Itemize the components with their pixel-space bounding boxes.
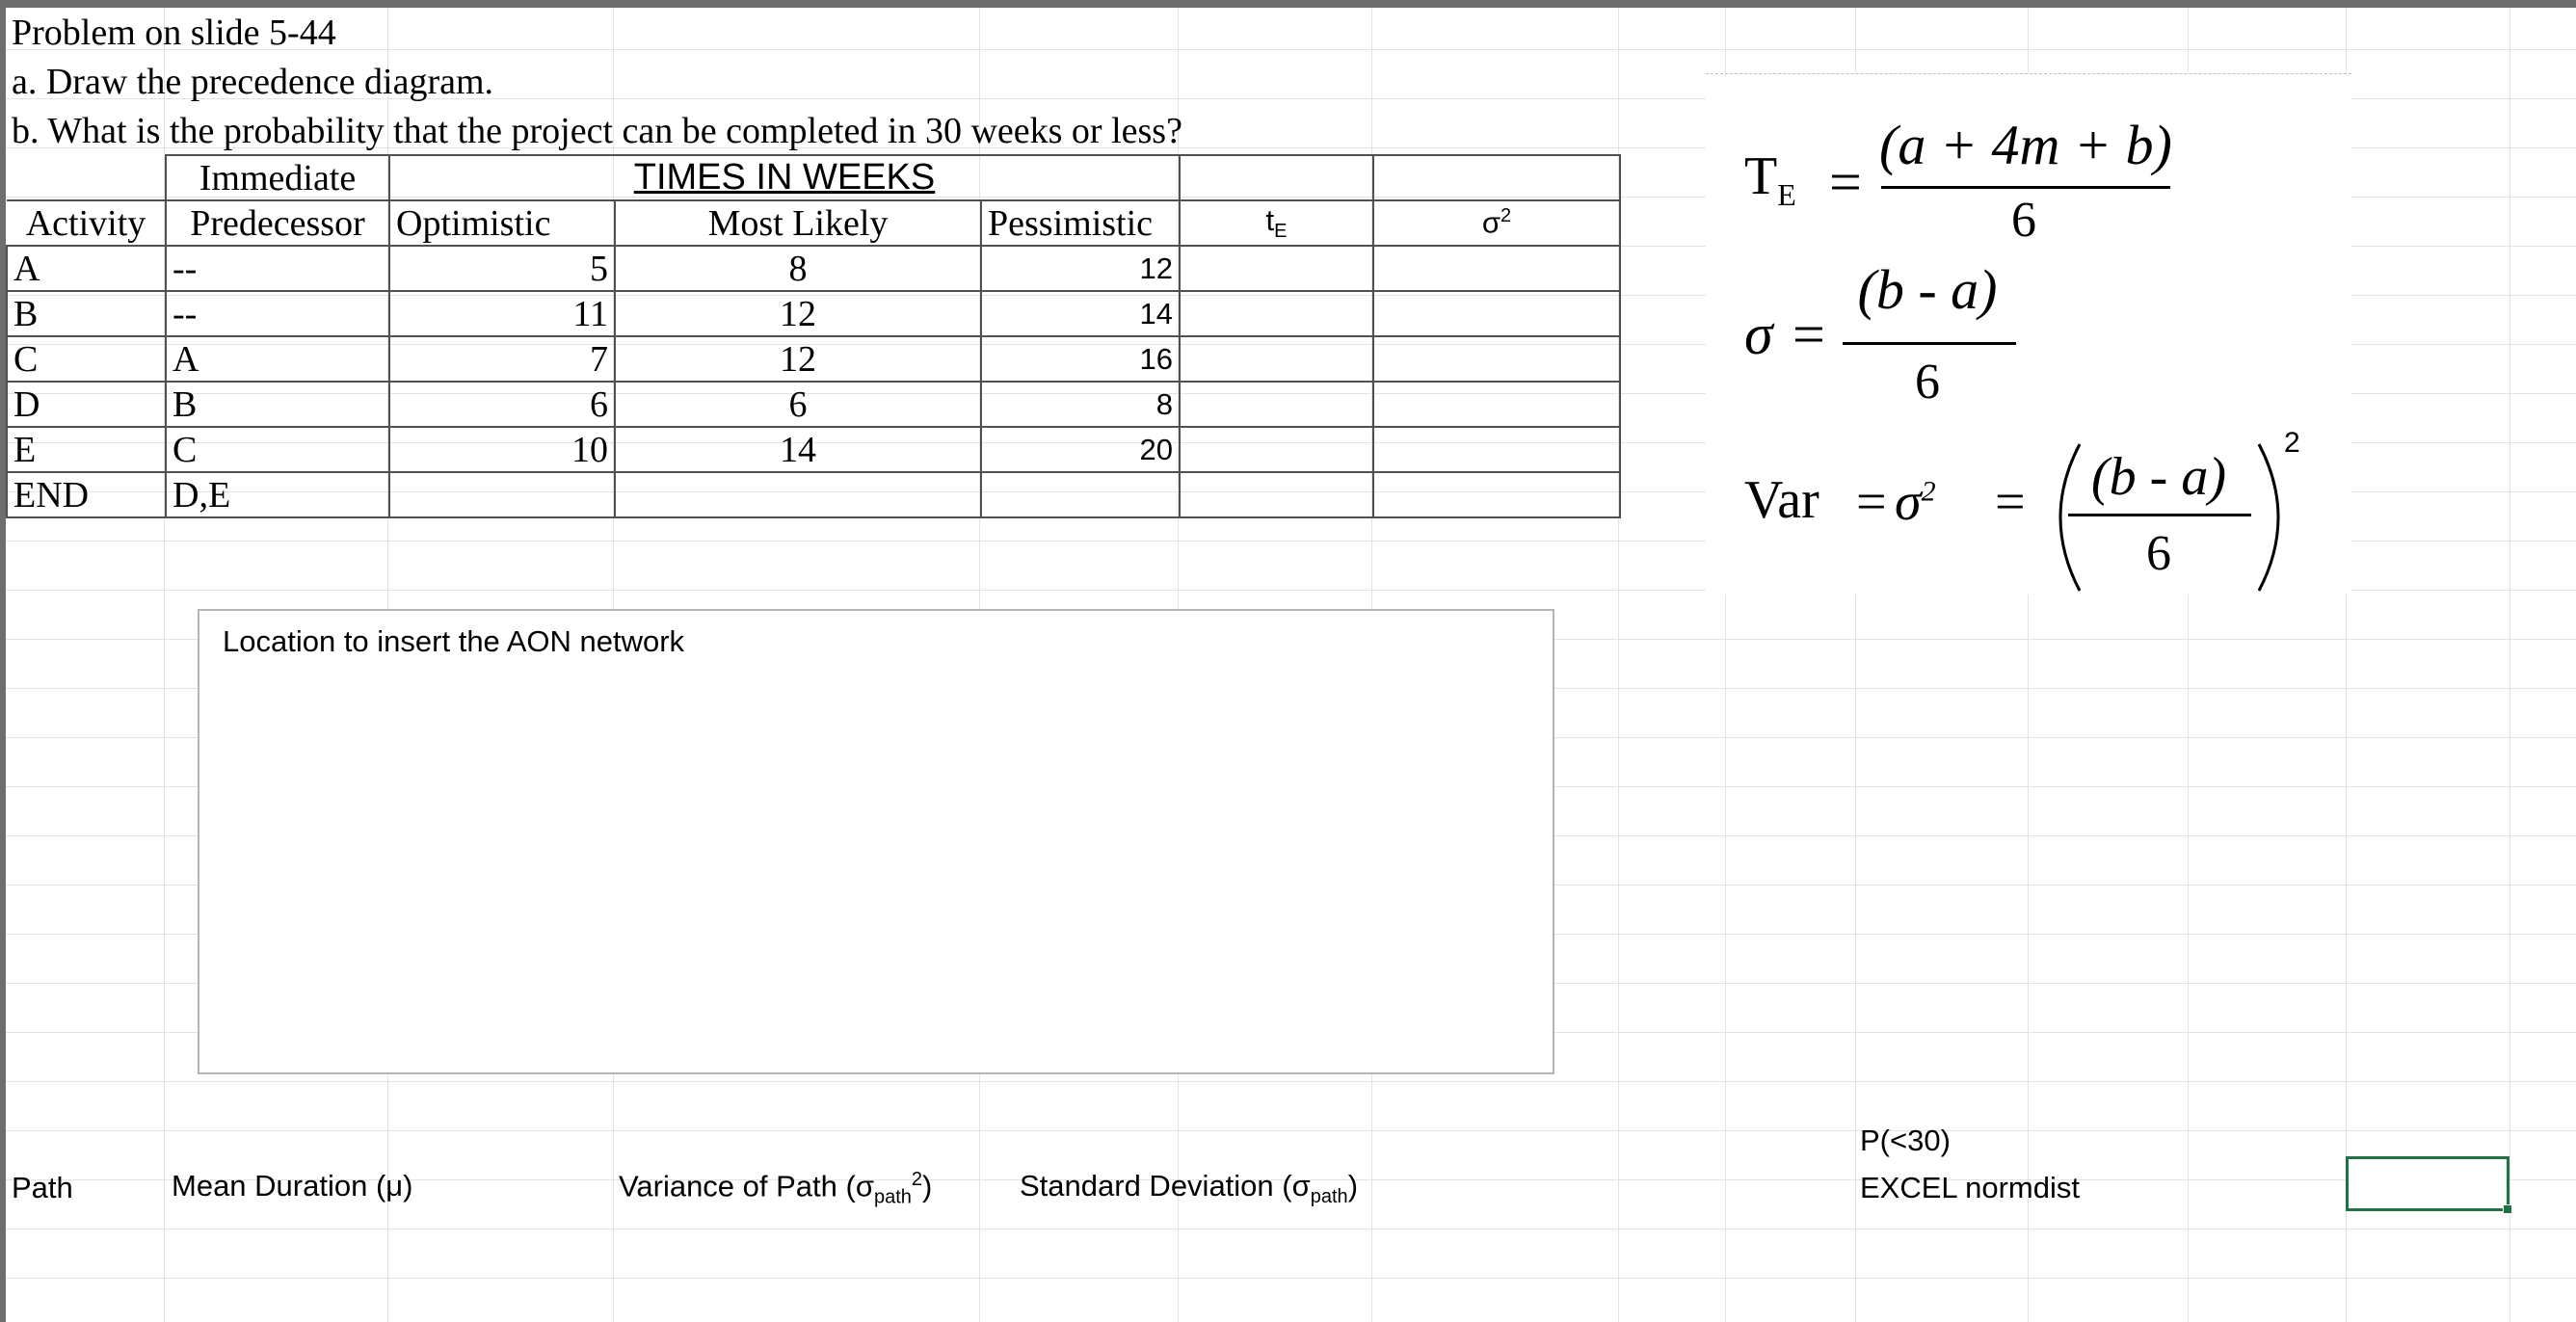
te-symbol: T — [1744, 146, 1778, 206]
fill-handle[interactable] — [2503, 1204, 2512, 1214]
variance-prefix: Variance of Path (σ — [619, 1169, 874, 1203]
problem-part-b[interactable]: b. What is the probability that the project can be completed in 30 weeks or less? — [12, 111, 1182, 151]
activity-cell[interactable]: C — [7, 336, 166, 382]
std-suffix: ) — [1347, 1169, 1359, 1203]
column-header-activity[interactable]: Activity — [7, 200, 166, 246]
predecessor-cell[interactable]: A — [166, 336, 389, 382]
te-cell[interactable] — [1180, 246, 1373, 291]
sigma-fraction-bar — [1843, 342, 2016, 345]
header-times-in-weeks[interactable]: TIMES IN WEEKS — [389, 155, 1180, 200]
activity-cell[interactable]: D — [7, 382, 166, 427]
variance-sub: path — [873, 1186, 912, 1208]
variance-cell[interactable] — [1373, 291, 1620, 336]
most-likely-cell[interactable] — [615, 472, 981, 517]
variance-cell[interactable] — [1373, 382, 1620, 427]
most-likely-cell[interactable]: 14 — [615, 427, 981, 472]
optimistic-cell[interactable]: 11 — [389, 291, 615, 336]
std-prefix: Standard Deviation (σ — [1020, 1169, 1311, 1203]
activity-cell[interactable]: E — [7, 427, 166, 472]
aon-network-box[interactable] — [198, 609, 1554, 1074]
table-row — [7, 246, 1620, 291]
optimistic-cell[interactable]: 7 — [389, 336, 615, 382]
std-sub: path — [1310, 1186, 1348, 1208]
pert-table — [6, 154, 1621, 518]
right-paren — [2245, 440, 2303, 595]
var-numerator: (b - a) — [2091, 447, 2226, 507]
sigma-equals: = — [1793, 303, 1825, 366]
table-row — [7, 336, 1620, 382]
variance-cell[interactable] — [1373, 427, 1620, 472]
te-numerator: (a + 4m + b) — [1879, 114, 2172, 176]
te-cell[interactable] — [1180, 336, 1373, 382]
most-likely-cell[interactable]: 8 — [615, 246, 981, 291]
table-row — [7, 427, 1620, 472]
var-sigma-symbol: σ — [1895, 472, 1922, 532]
sigma-symbol: σ — [1744, 303, 1773, 366]
var-label: Var — [1744, 470, 1819, 530]
sigma-denominator: 6 — [1915, 355, 1940, 410]
predecessor-cell[interactable]: B — [166, 382, 389, 427]
var-outer-exponent: 2 — [2284, 427, 2300, 459]
mean-duration-header[interactable]: Mean Duration (μ) — [172, 1169, 413, 1203]
variance-header-sigma: σ — [1481, 205, 1500, 240]
activity-cell[interactable]: END — [7, 472, 166, 517]
variance-cell[interactable] — [1373, 472, 1620, 517]
header-cell-empty[interactable] — [7, 155, 166, 200]
var-fraction-bar — [2068, 514, 2251, 516]
optimistic-cell[interactable]: 6 — [389, 382, 615, 427]
pessimistic-cell[interactable]: 20 — [981, 427, 1180, 472]
column-header-strip — [0, 0, 2576, 8]
variance-of-path-header[interactable] — [619, 1169, 932, 1209]
column-header-predecessor[interactable]: Predecessor — [166, 200, 389, 246]
pessimistic-cell[interactable]: 8 — [981, 382, 1180, 427]
excel-normdist-label[interactable]: EXCEL normdist — [1860, 1171, 2080, 1204]
te-cell[interactable] — [1180, 382, 1373, 427]
column-header-pessimistic[interactable]: Pessimistic — [981, 200, 1180, 246]
std-dev-header[interactable] — [1020, 1169, 1358, 1208]
formula-image[interactable] — [1706, 73, 2351, 595]
predecessor-cell[interactable]: D,E — [166, 472, 389, 517]
problem-part-a[interactable]: a. Draw the precedence diagram. — [12, 62, 494, 102]
te-cell[interactable] — [1180, 427, 1373, 472]
table-header-row-1 — [7, 155, 1620, 200]
predecessor-cell[interactable]: -- — [166, 246, 389, 291]
var-equals-1: = — [1856, 472, 1887, 532]
header-cell-empty[interactable] — [1373, 155, 1620, 200]
table-row — [7, 382, 1620, 427]
te-cell[interactable] — [1180, 472, 1373, 517]
table-row — [7, 291, 1620, 336]
path-header[interactable]: Path — [12, 1171, 73, 1204]
pessimistic-cell[interactable]: 12 — [981, 246, 1180, 291]
activity-cell[interactable]: A — [7, 246, 166, 291]
most-likely-cell[interactable]: 6 — [615, 382, 981, 427]
table-header-row-2 — [7, 200, 1620, 246]
optimistic-cell[interactable]: 5 — [389, 246, 615, 291]
te-equals: = — [1829, 150, 1862, 214]
p-less-30-label[interactable]: P(<30) — [1860, 1124, 1951, 1157]
column-header-most-likely[interactable]: Most Likely — [615, 200, 981, 246]
variance-sup: 2 — [911, 1169, 923, 1190]
variance-header-sup: 2 — [1500, 205, 1512, 227]
var-sigma-sup: 2 — [1921, 475, 1936, 508]
most-likely-cell[interactable]: 12 — [615, 336, 981, 382]
predecessor-cell[interactable]: C — [166, 427, 389, 472]
column-header-te[interactable] — [1180, 200, 1373, 246]
variance-cell[interactable] — [1373, 246, 1620, 291]
most-likely-cell[interactable]: 12 — [615, 291, 981, 336]
table-row — [7, 472, 1620, 517]
active-cell[interactable] — [2346, 1156, 2510, 1211]
header-immediate[interactable]: Immediate — [166, 155, 389, 200]
var-sigma — [1895, 471, 1936, 533]
column-header-variance[interactable] — [1373, 200, 1620, 246]
column-header-optimistic[interactable]: Optimistic — [389, 200, 615, 246]
te-subscript: E — [1777, 177, 1796, 213]
predecessor-cell[interactable]: -- — [166, 291, 389, 336]
aon-network-label: Location to insert the AON network — [223, 624, 685, 658]
te-cell[interactable] — [1180, 291, 1373, 336]
pessimistic-cell[interactable]: 14 — [981, 291, 1180, 336]
te-header-t: t — [1265, 202, 1275, 237]
te-formula-lhs — [1744, 145, 1796, 213]
var-equals-2: = — [1995, 472, 2026, 532]
te-fraction-bar — [1881, 186, 2170, 189]
optimistic-cell[interactable]: 10 — [389, 427, 615, 472]
variance-suffix: ) — [922, 1169, 933, 1203]
variance-cell[interactable] — [1373, 336, 1620, 382]
pessimistic-cell[interactable] — [981, 472, 1180, 517]
activity-cell[interactable]: B — [7, 291, 166, 336]
var-denominator: 6 — [2146, 526, 2171, 581]
te-header-sub: E — [1274, 221, 1288, 243]
optimistic-cell[interactable] — [389, 472, 615, 517]
sigma-numerator: (b - a) — [1857, 258, 1998, 321]
header-cell-empty[interactable] — [1180, 155, 1373, 200]
pessimistic-cell[interactable]: 16 — [981, 336, 1180, 382]
problem-title[interactable]: Problem on slide 5-44 — [12, 13, 336, 53]
te-denominator: 6 — [2011, 193, 2036, 248]
